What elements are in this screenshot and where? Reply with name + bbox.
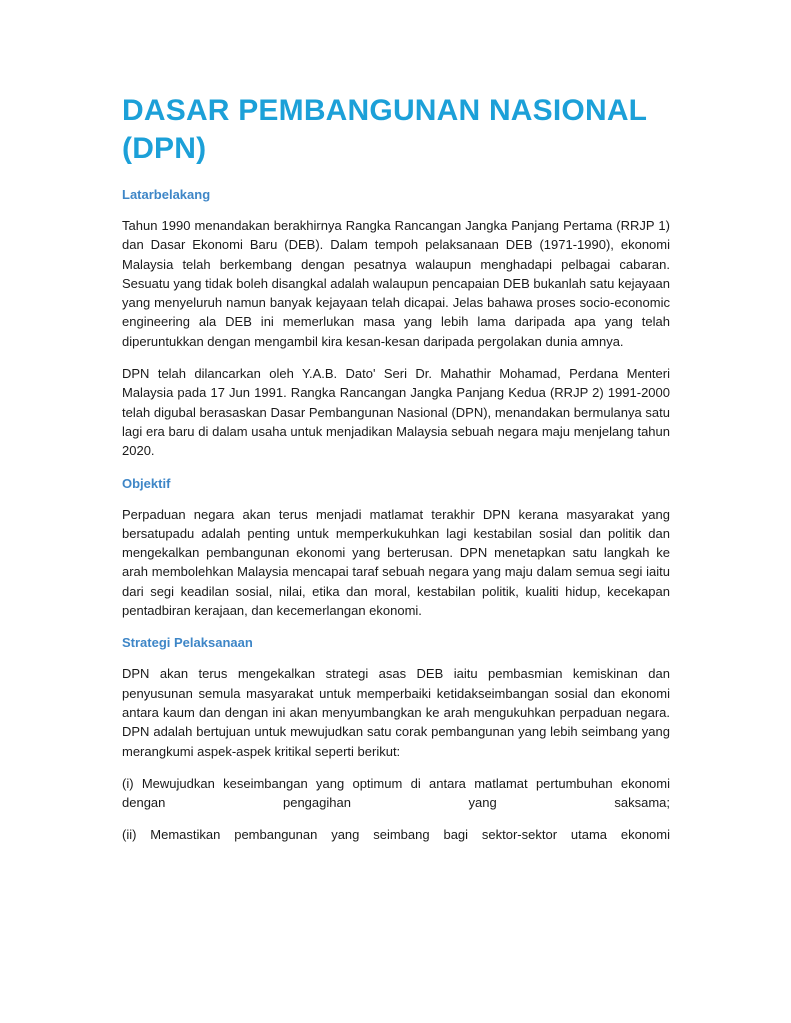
document-title: DASAR PEMBANGUNAN NASIONAL (DPN)	[122, 94, 647, 165]
paragraph-latarbelakang-1: Tahun 1990 menandakan berakhirnya Rangka Rancangan Jangka Panjang Pertama (RRJP 1) dan Dasar Ekonomi Baru (DEB). Dalam tempoh pelaksanaan DEB (1971-1990), ekonomi Malaysia telah berkembang dengan pesatnya walaupun menghadapi pelbagai cabaran. Sesuatu yang tidak boleh disangkal adalah walaupun pencapaian DEB bukanlah satu kejayaan yang menyeluruh namun banyak kejayaan telah dicapai. Jelas bahawa proses socio-economic engineering ala DEB ini memerlukan masa yang lebih lama daripada apa yang telah diperuntukkan dengan mengambil kira kesan-kesan daripada pergolakan dunia amnya.	[122, 218, 670, 349]
list-item-strategi-2: (ii) Memastikan pembangunan yang seimbang bagi sektor-sektor utama ekonomi	[122, 827, 670, 843]
paragraph-objektif-1: Perpaduan negara akan terus menjadi matlamat terakhir DPN kerana masyarakat yang bersatupadu adalah penting untuk memperkukuhkan lagi kestabilan sosial dan politik dan mengekalkan pembangunan ekonomi yang berterusan. DPN menetapkan satu langkah ke arah membolehkan Malaysia mencapai taraf sebuah negara yang maju dalam semua segi iaitu dari segi keadilan sosial, nilai, etika dan moral, kestabilan politik, kualiti hidup, kecekapan pentadbiran kerajaan, dan kecemerlangan ekonomi.	[122, 506, 670, 619]
section-heading-strategi: Strategi Pelaksanaan	[122, 635, 253, 651]
paragraph-strategi-1: DPN akan terus mengekalkan strategi asas DEB iaitu pembasmian kemiskinan dan penyusunan semula masyarakat untuk memperbaiki ketidakseimbangan sosial dan ekonomi antara kaum dan dengan ini akan menyumbangkan ke arah mengukuhkan perpaduan negara. DPN adalah bertujuan untuk mewujudkan satu corak pembangunan yang lebih seimbang yang merangkumi aspek-aspek kritikal seperti berikut:	[122, 666, 670, 759]
paragraph-latarbelakang-2: DPN telah dilancarkan oleh Y.A.B. Dato' Seri Dr. Mahathir Mohamad, Perdana Menteri Malaysia pada 17 Jun 1991. Rangka Rancangan Jangka Panjang Kedua (RRJP 2) 1991-2000 telah digubal berasaskan Dasar Pembangunan Nasional (DPN), menandakan bermulanya satu lagi era baru di dalam usaha untuk menjadikan Malaysia sebuah negara maju menjelang tahun 2020.	[122, 366, 670, 459]
document-page	[122, 92, 670, 845]
section-heading-objektif: Objektif	[122, 475, 171, 491]
list-item-strategi-1: (i) Mewujudkan keseimbangan yang optimum di antara matlamat pertumbuhan ekonomi dengan pengagihan yang saksama;	[122, 775, 670, 811]
section-heading-latarbelakang: Latarbelakang	[122, 187, 211, 202]
